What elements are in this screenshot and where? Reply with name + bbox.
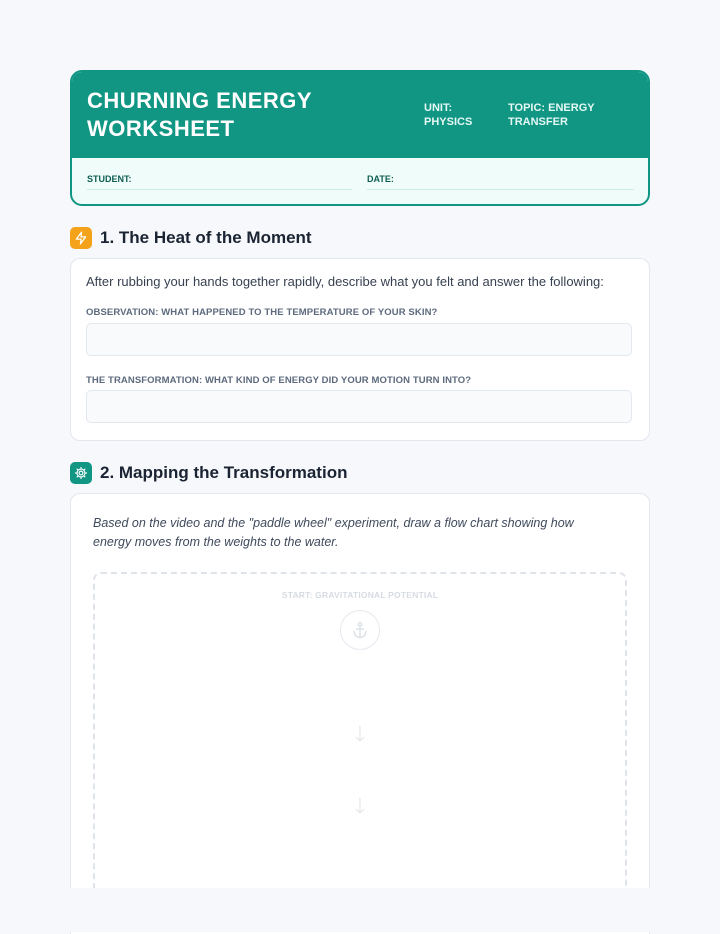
anchor-icon [340,610,380,650]
gear-icon [70,462,92,484]
section-1-intro: After rubbing your hands together rapidly, describe what you felt and answer the following: [86,274,604,289]
transformation-label: THE TRANSFORMATION: WHAT KIND OF ENERGY DID YOUR MOTION TURN INTO? [86,375,472,386]
worksheet-page [70,70,650,600]
worksheet-title: CHURNING ENERGY WORKSHEET [87,88,312,141]
unit-label: UNIT: PHYSICS [424,102,473,128]
topic-label: TOPIC: ENERGY TRANSFER [508,102,595,128]
start-label: START: GRAVITATIONAL POTENTIAL [281,590,439,600]
section-2-title: 2. Mapping the Transformation [100,463,348,482]
section-2-instructions: Based on the video and the "paddle wheel" experiment, draw a flow chart showing how energy moves from the weights to the water. [93,516,574,549]
observation-input[interactable] [86,323,632,356]
flowchart-drawing-area[interactable] [93,572,627,912]
student-label: STUDENT: [87,174,132,184]
section-2-heading [70,462,347,484]
arrow-down-icon [355,796,365,816]
lightning-icon [70,227,92,249]
section-1-card [70,258,650,441]
observation-label: OBSERVATION: WHAT HAPPENED TO THE TEMPERATURE OF YOUR SKIN? [86,307,438,318]
page-bottom-edge [0,888,720,932]
section-2-card [70,493,650,934]
header-fields [72,158,648,204]
date-field[interactable] [367,172,634,190]
date-label: DATE: [367,174,394,184]
section-1-title: 1. The Heat of the Moment [100,228,312,247]
arrow-down-icon [355,724,365,744]
header-banner [72,72,648,158]
section-1-heading [70,227,312,249]
transformation-input[interactable] [86,390,632,423]
student-field[interactable] [87,172,352,190]
worksheet-header [70,70,650,206]
